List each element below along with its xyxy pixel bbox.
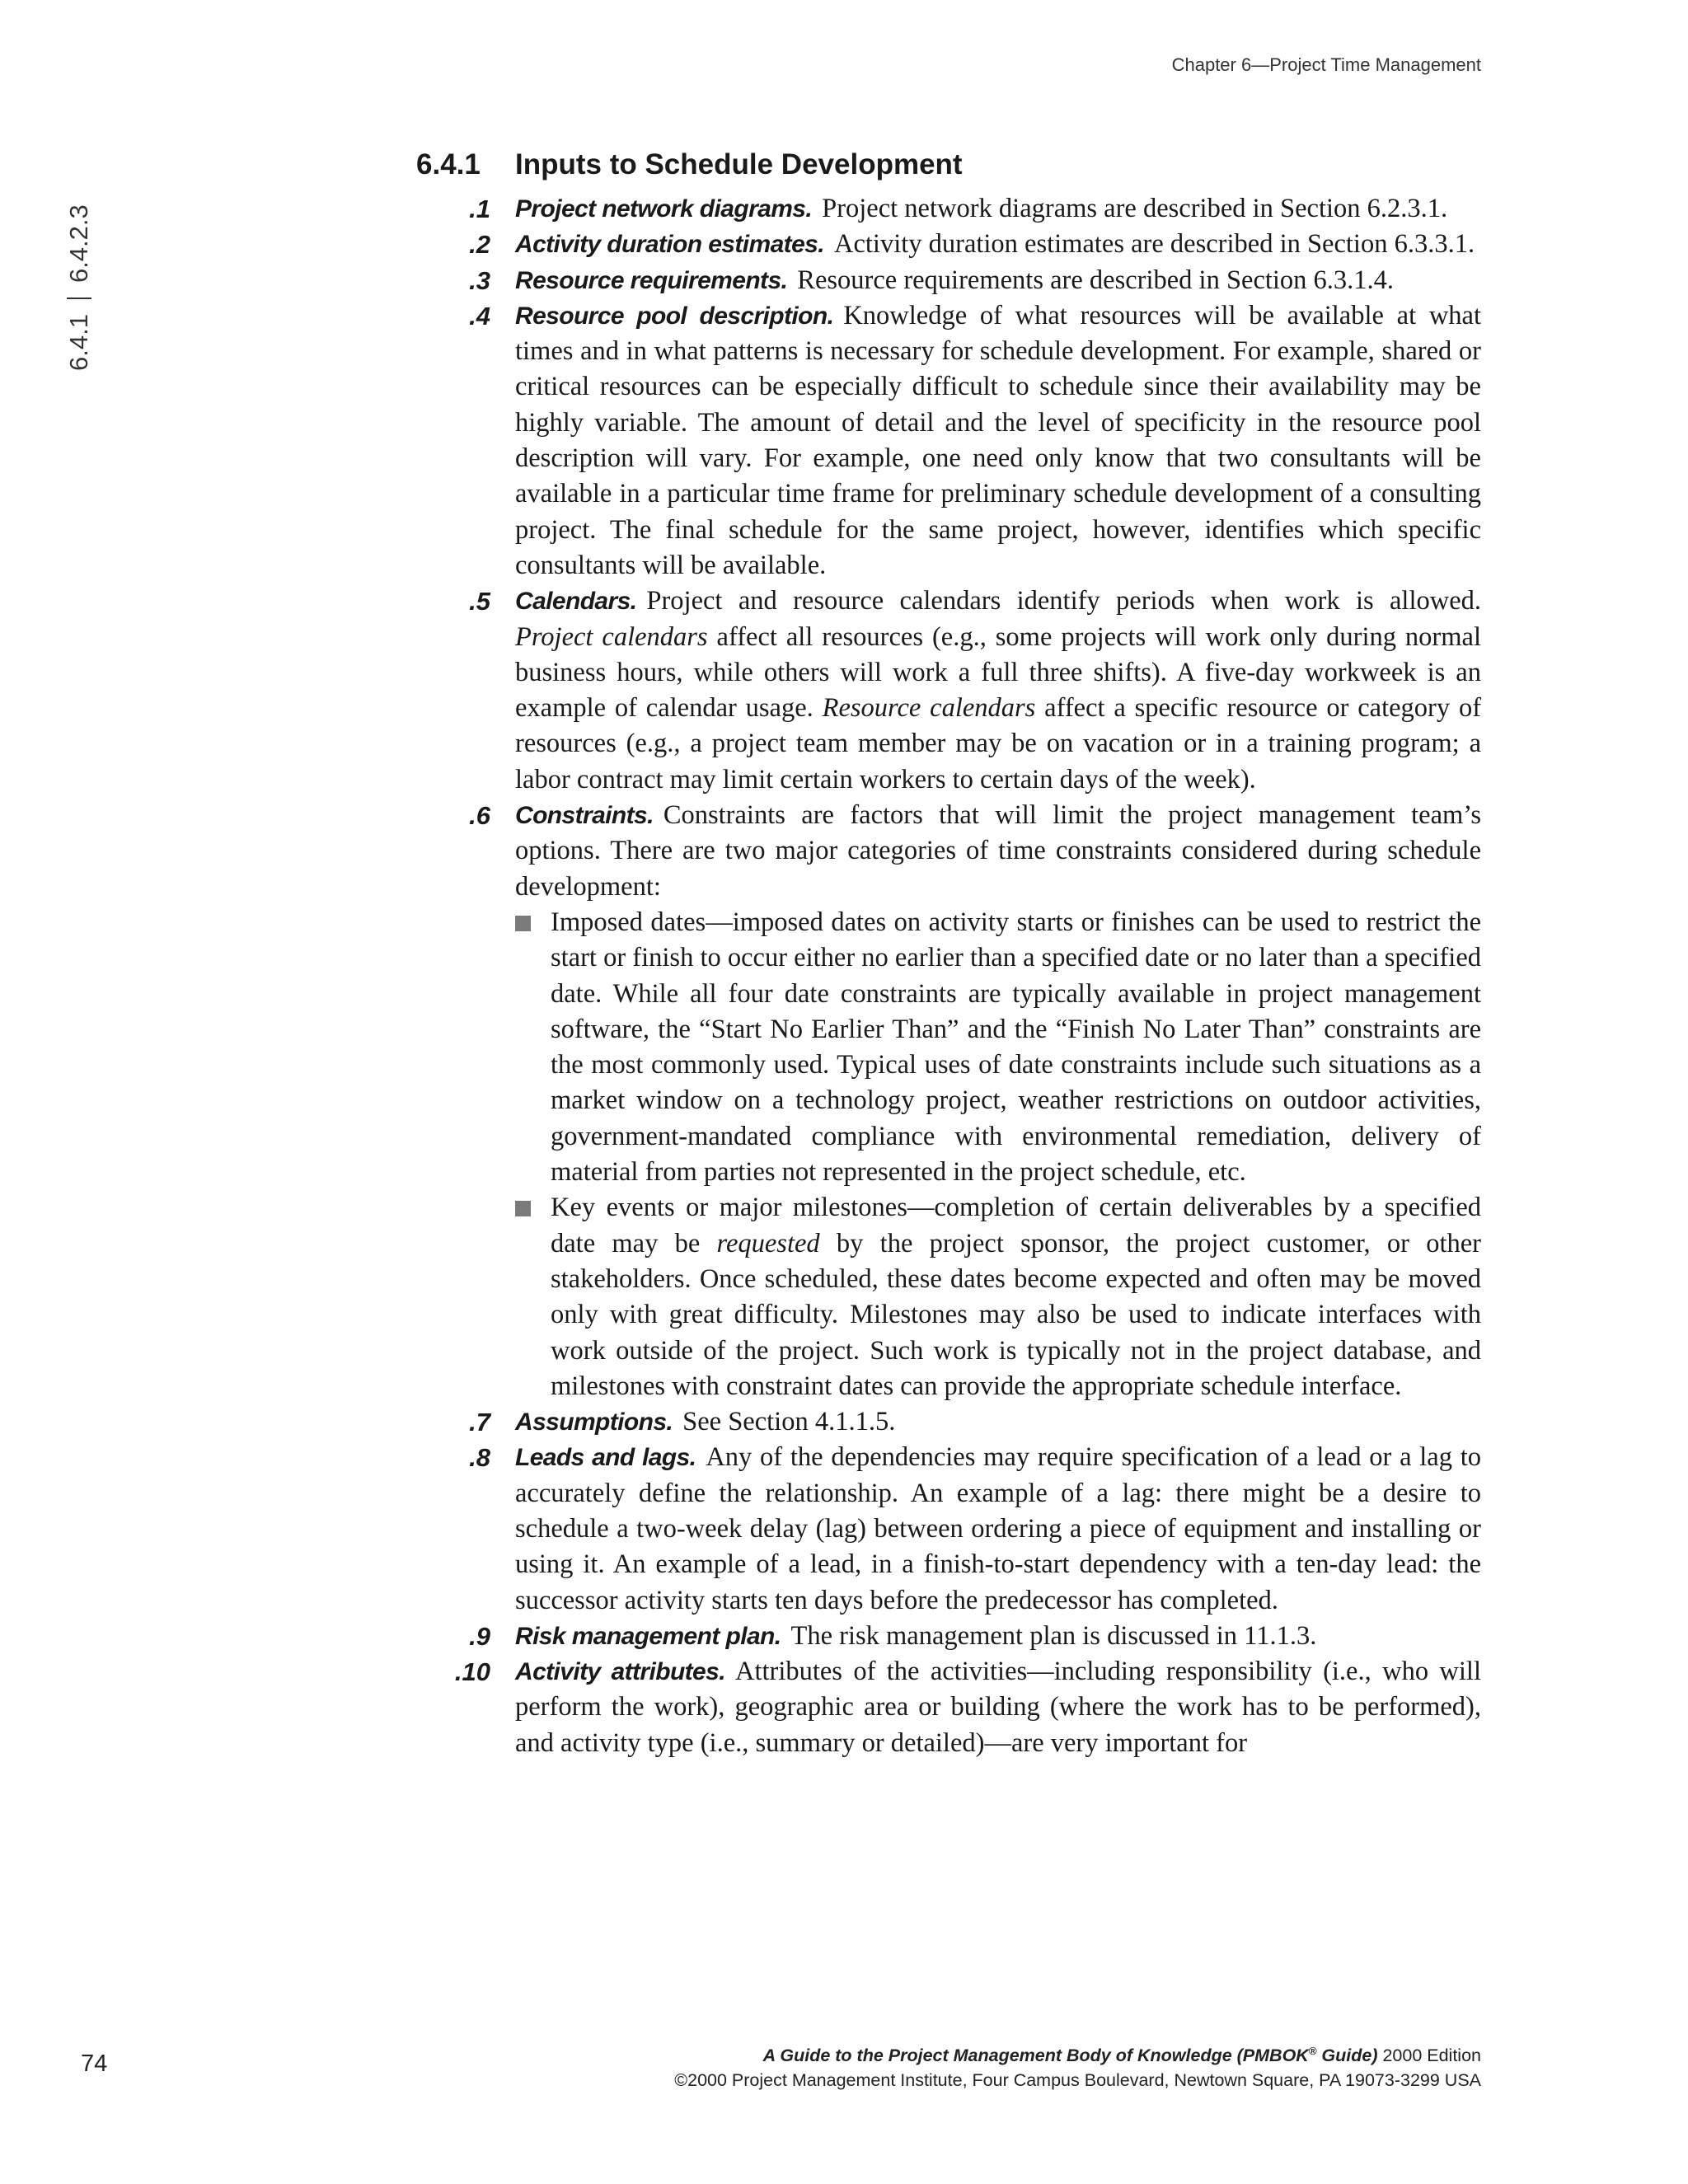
list-item	[515, 905, 1481, 1190]
page-footer	[674, 2039, 1481, 2093]
footer-book-title	[763, 2046, 1378, 2065]
item-body	[515, 1619, 1481, 1654]
item-emphasis: Resource calendars	[822, 693, 1036, 724]
item-text: Activity duration estimates are described in Section 6.3.3.1.	[833, 229, 1475, 260]
item-body	[515, 191, 1481, 227]
item-text: affect a specific resource or category of resources (e.g., a project team member may be on vacation or in a training program; a labor contract may limit certain workers to certain days of the week).	[515, 693, 1482, 794]
footer-title-part: Guide)	[1316, 2046, 1378, 2066]
item-text: Constraints are factors that will limit the project management team’s options. There are two major categories of time constraints considered during schedule development:	[515, 800, 1481, 902]
item-term: Leads and lags.	[515, 1444, 696, 1472]
item-term: Resource requirements.	[515, 266, 788, 294]
item-number: .10	[454, 1657, 490, 1687]
item-term: Activity attributes.	[515, 1658, 725, 1686]
item-body	[515, 263, 1481, 298]
item-number: .6	[469, 801, 490, 831]
input-item-5	[416, 583, 1481, 798]
item-emphasis: Project calendars	[515, 621, 708, 652]
item-text: Project and resource calendars identify periods when work is allowed.	[646, 586, 1481, 616]
constraint-list	[515, 905, 1481, 1404]
item-term: Calendars.	[515, 588, 637, 616]
side-ref-start: 6.4.1	[64, 314, 93, 371]
input-item-6	[416, 798, 1481, 1404]
item-term: Resource pool description.	[515, 302, 834, 330]
item-text: See Section 4.1.1.5.	[682, 1407, 896, 1437]
item-number: .9	[469, 1621, 490, 1651]
footer-edition: 2000 Edition	[1377, 2046, 1481, 2066]
section-title: Inputs to Schedule Development	[515, 148, 963, 180]
item-term: Activity duration estimates.	[515, 231, 824, 259]
input-item-4	[416, 298, 1481, 583]
item-text: Resource requirements are described in Section 6.3.1.4.	[797, 265, 1395, 295]
item-text: Project network diagrams are described in Section 6.2.3.1.	[822, 194, 1448, 223]
item-body	[515, 1440, 1481, 1618]
section-number: 6.4.1	[416, 148, 481, 180]
section-content	[416, 191, 1481, 1761]
section-heading	[416, 148, 1481, 181]
item-text: Attributes of the activities—including responsibility (i.e., who will perform the work), geographic area or building (where the work has to be performed), and activity type (i.e., summary or detailed)—are very important for	[515, 1657, 1481, 1758]
footer-title-part: A Guide to the Project Management Body of Knowledge (PMBOK	[762, 2046, 1309, 2066]
input-item-1	[416, 191, 1481, 227]
item-term: Constraints.	[515, 802, 654, 830]
square-bullet-icon	[515, 916, 531, 931]
item-text: The risk management plan is discussed in 11.1.3.	[790, 1620, 1317, 1651]
item-term: Project network diagrams.	[515, 195, 813, 223]
footer-copyright: ©2000 Project Management Institute, Four Campus Boulevard, Newtown Square, PA 19073-3299 USA	[674, 2070, 1481, 2091]
item-term: Risk management plan.	[515, 1622, 781, 1650]
input-item-7	[416, 1404, 1481, 1440]
page-number: 74	[81, 2050, 108, 2077]
item-term: Assumptions.	[515, 1408, 673, 1436]
bullet-text-part: Key events or major milestones—completion of certain deliverables by a specified date may be	[551, 1193, 1481, 1258]
item-number: .2	[469, 230, 490, 260]
side-ref-end: 6.4.2.3	[64, 204, 93, 284]
bullet-emphasis: requested	[716, 1228, 820, 1258]
item-number: .7	[469, 1408, 490, 1437]
input-item-10	[416, 1654, 1481, 1761]
item-number: .8	[469, 1443, 490, 1473]
bullet-text-part: by the project sponsor, the project customer, or other stakeholders. Once scheduled, these dates become expected and often may be moved only with great difficulty. Milestones may also be used to indicate interfaces with work outside of the project. Such work is typically not in the project database, and milestones with constraint dates can provide the appropriate schedule interface.	[551, 1228, 1482, 1401]
item-body	[515, 798, 1481, 1404]
input-item-2	[416, 227, 1481, 262]
item-text: affect all resources (e.g., some projects will work only during normal business hours, while others will work a full three shifts). A five-day workweek is an example of calendar usage.	[515, 621, 1481, 724]
item-body	[515, 1654, 1481, 1761]
item-number: .3	[469, 265, 490, 295]
running-head: Chapter 6—Project Time Management	[1171, 54, 1481, 75]
input-item-8	[416, 1440, 1481, 1618]
item-text: Any of the dependencies may require specification of a lead or a lag to accurately define the relationship. An example of a lag: there might be a desire to schedule a two-week delay (lag) between ordering a piece of equipment and installing or using it. An example of a lead, in a finish-to-start dependency with a ten-day lead: the successor activity starts ten days before the predecessor has completed.	[515, 1442, 1481, 1615]
input-item-9	[416, 1619, 1481, 1654]
footer-title-line	[674, 2039, 1481, 2068]
list-item	[515, 1190, 1481, 1404]
item-body	[515, 227, 1481, 262]
side-section-reference	[63, 140, 96, 371]
item-number: .5	[469, 587, 490, 616]
item-body	[515, 298, 1481, 583]
bullet-text: Imposed dates—imposed dates on activity starts or finishes can be used to restrict the start or finish to occur either no earlier than a specified date or no later than a specified date. While all four date constraints are typically available in project management software, the “Start No Earlier Than” and the “Finish No Later Than” constraints are the most commonly used. Typical uses of date constraints include such situations as a market window on a technology project, weather restrictions on outdoor activities, government-mandated compliance with environmental remediation, delivery of material from parties not represented in the project schedule, etc.	[551, 907, 1481, 1188]
side-ref-separator	[67, 298, 91, 299]
item-number: .4	[469, 301, 490, 330]
item-body	[515, 1404, 1481, 1440]
square-bullet-icon	[515, 1201, 531, 1216]
item-body	[515, 583, 1481, 798]
registered-mark: ®	[1308, 2045, 1317, 2057]
item-number: .1	[469, 194, 490, 223]
bullet-text	[551, 1190, 1481, 1404]
item-text: Knowledge of what resources will be available at what times and in what patterns is necessary for schedule development. For example, shared or critical resources can be especially difficult to schedule since their availability may be highly variable. The amount of detail and the level of specificity in the resource pool description will vary. For example, one need only know that two consultants will be available in a particular time frame for preliminary schedule development of a consulting project. The final schedule for the same project, however, identifies which specific consultants will be available.	[515, 300, 1482, 580]
input-item-3	[416, 263, 1481, 298]
